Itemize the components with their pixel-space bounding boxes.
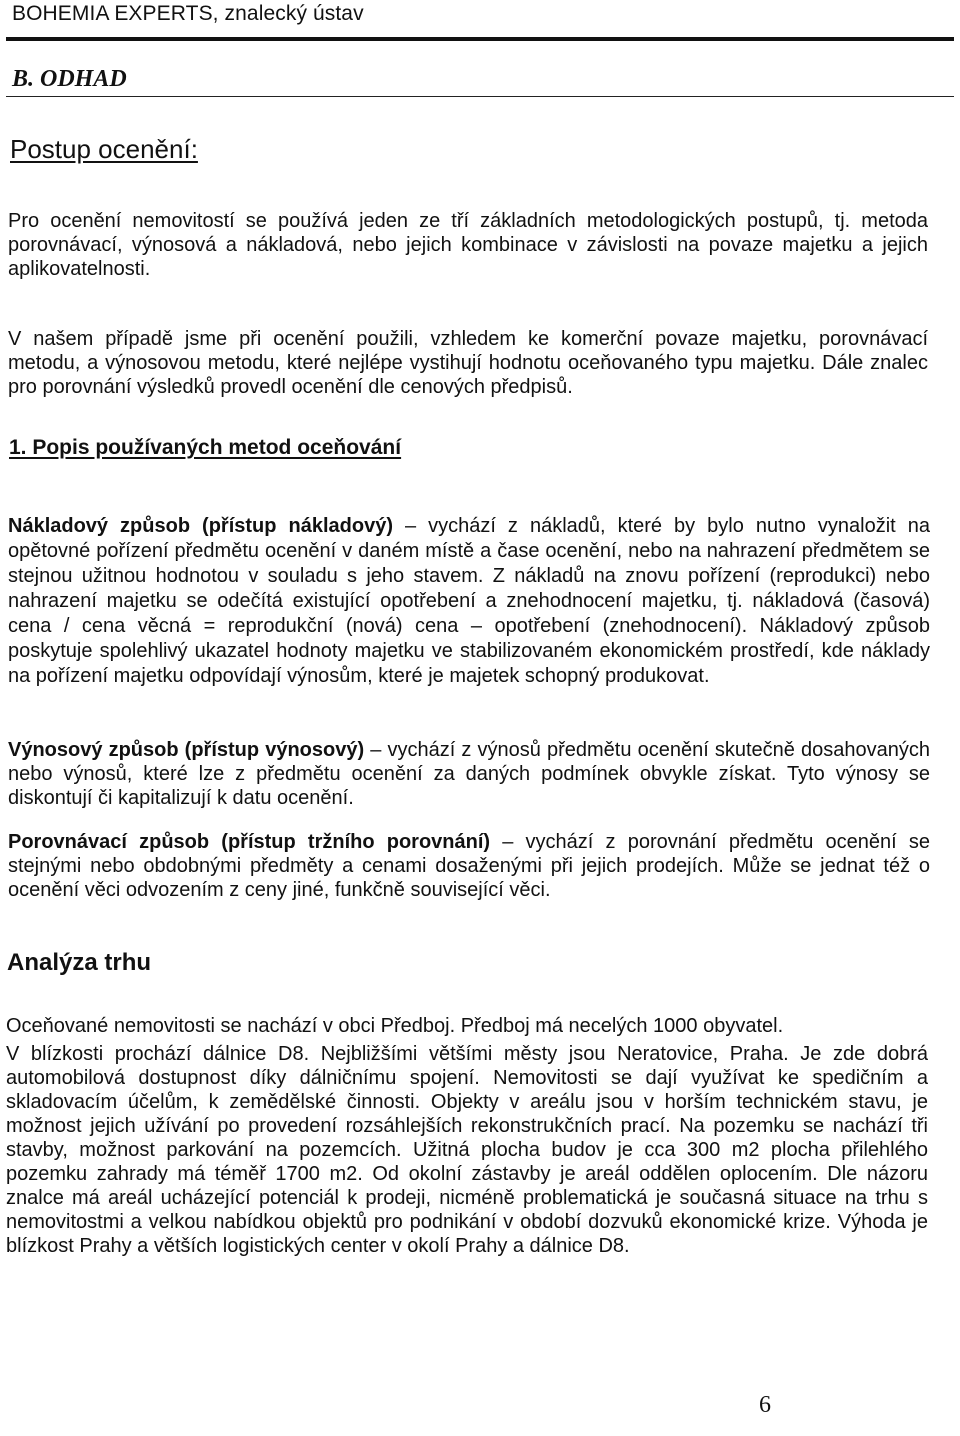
comparison-method-term: Porovnávací způsob (přístup tržního porovnání) xyxy=(8,831,491,853)
market-analysis-title: Analýza trhu xyxy=(7,949,152,976)
valuation-procedure-title: Postup ocenění: xyxy=(10,134,198,164)
page-number: 6 xyxy=(759,1392,771,1418)
organization-header: BOHEMIA EXPERTS, znalecký ústav xyxy=(12,2,364,25)
income-method-term: Výnosový způsob (přístup výnosový) xyxy=(8,739,365,761)
cost-method-paragraph xyxy=(8,514,930,689)
cost-method-text: – vychází z nákladů, které by bylo nutno vynaložit na opětovné pořízení předmětu ocenění v daném místě a čase ocenění, nebo na nahrazení předmětem se stejnou užitnou hodnotou v souladu s jeho stavem. Z nákladů na znovu pořízení (reprodukci) nebo nahrazení majetku se odečítá existující opotřebení a znehodnocení majetku, tj. nákladová (časová) cena / cena věcná = reprodukční (nová) cena – opotřebení (znehodnocení). Nákladový způsob poskytuje spolehlivý ukazatel hodnoty majetku ve stabilizovaném ekonomickém prostředí, kde náklady na pořízení majetku odpovídají výnosům, které je majetek schopný produkovat. xyxy=(8,515,930,687)
income-method-text: – vychází z výnosů předmětu ocenění skutečně dosahovaných nebo výnosů, které lze z předmětu ocenění za daných podmínek obvykle získat. Tyto výnosy se diskontují či kapitalizují k datu ocenění. xyxy=(8,739,930,809)
section-rule xyxy=(6,96,954,97)
comparison-method-paragraph xyxy=(8,830,930,902)
case-paragraph: V našem případě jsme při ocenění použili, vzhledem ke komerční povaze majetku, porovnávací metodu, a výnosovou metodu, které nejlépe vystihují hodnotu oceňovaného typu majetku. Dále znalec pro porovnání výsledků provedl ocenění dle cenových předpisů. xyxy=(8,328,928,398)
cost-method-term: Nákladový způsob (přístup nákladový) xyxy=(8,515,393,537)
market-paragraph-details: V blízkosti prochází dálnice D8. Nejbližšími většími městy jsou Neratovice, Praha. Je zde dobrá automobilová dostupnost díky dálničnímu spojení. Nemovitosti se dají využívat ke spedičním a skladovacím účelům, k zemědělské činnosti. Objekty v areálu jsou v horším technickém stavu, je možnost jejich užívání po provedení rozsáhlejších rekonstrukčních prací. Na pozemku se nachází tři stavby, možnost parkování na pozemcích. Užitná plocha budov je cca 300 m2 plocha přilehlého pozemku zahrady má téměř 1700 m2. Od okolní zástavby je areál oddělen oplocením. Dle názoru znalce má areál ucházející potenciál k prodeji, nicméně problematická je současná situace na trhu s nemovitostmi a velkou nabídkou objektů pro podnikání v období dozvuků ekonomické krize. Výhoda je blízkost Prahy a větších logistických center v okolí Prahy a dálnice D8. xyxy=(6,1043,928,1257)
section-heading: B. ODHAD xyxy=(12,66,127,92)
comparison-method-text: – vychází z porovnání předmětu ocenění se stejnými nebo obdobnými předměty a cenami dosaženými při jejich prodejích. Může se jednat též o ocenění věci odvozením z ceny jiné, funkčně související věci. xyxy=(8,831,930,901)
market-paragraph-location: Oceňované nemovitosti se nachází v obci Předboj. Předboj má necelých 1000 obyvatel. xyxy=(6,1015,784,1037)
header-rule xyxy=(6,37,954,41)
methods-title: 1. Popis používaných metod oceňování xyxy=(9,436,402,459)
intro-paragraph: Pro ocenění nemovitostí se používá jeden ze tří základních metodologických postupů, tj. metoda porovnávací, výnosová a nákladová, nebo jejich kombinace v závislosti na povaze majetku a jejich aplikovatelnosti. xyxy=(8,210,928,280)
income-method-paragraph xyxy=(8,738,930,810)
